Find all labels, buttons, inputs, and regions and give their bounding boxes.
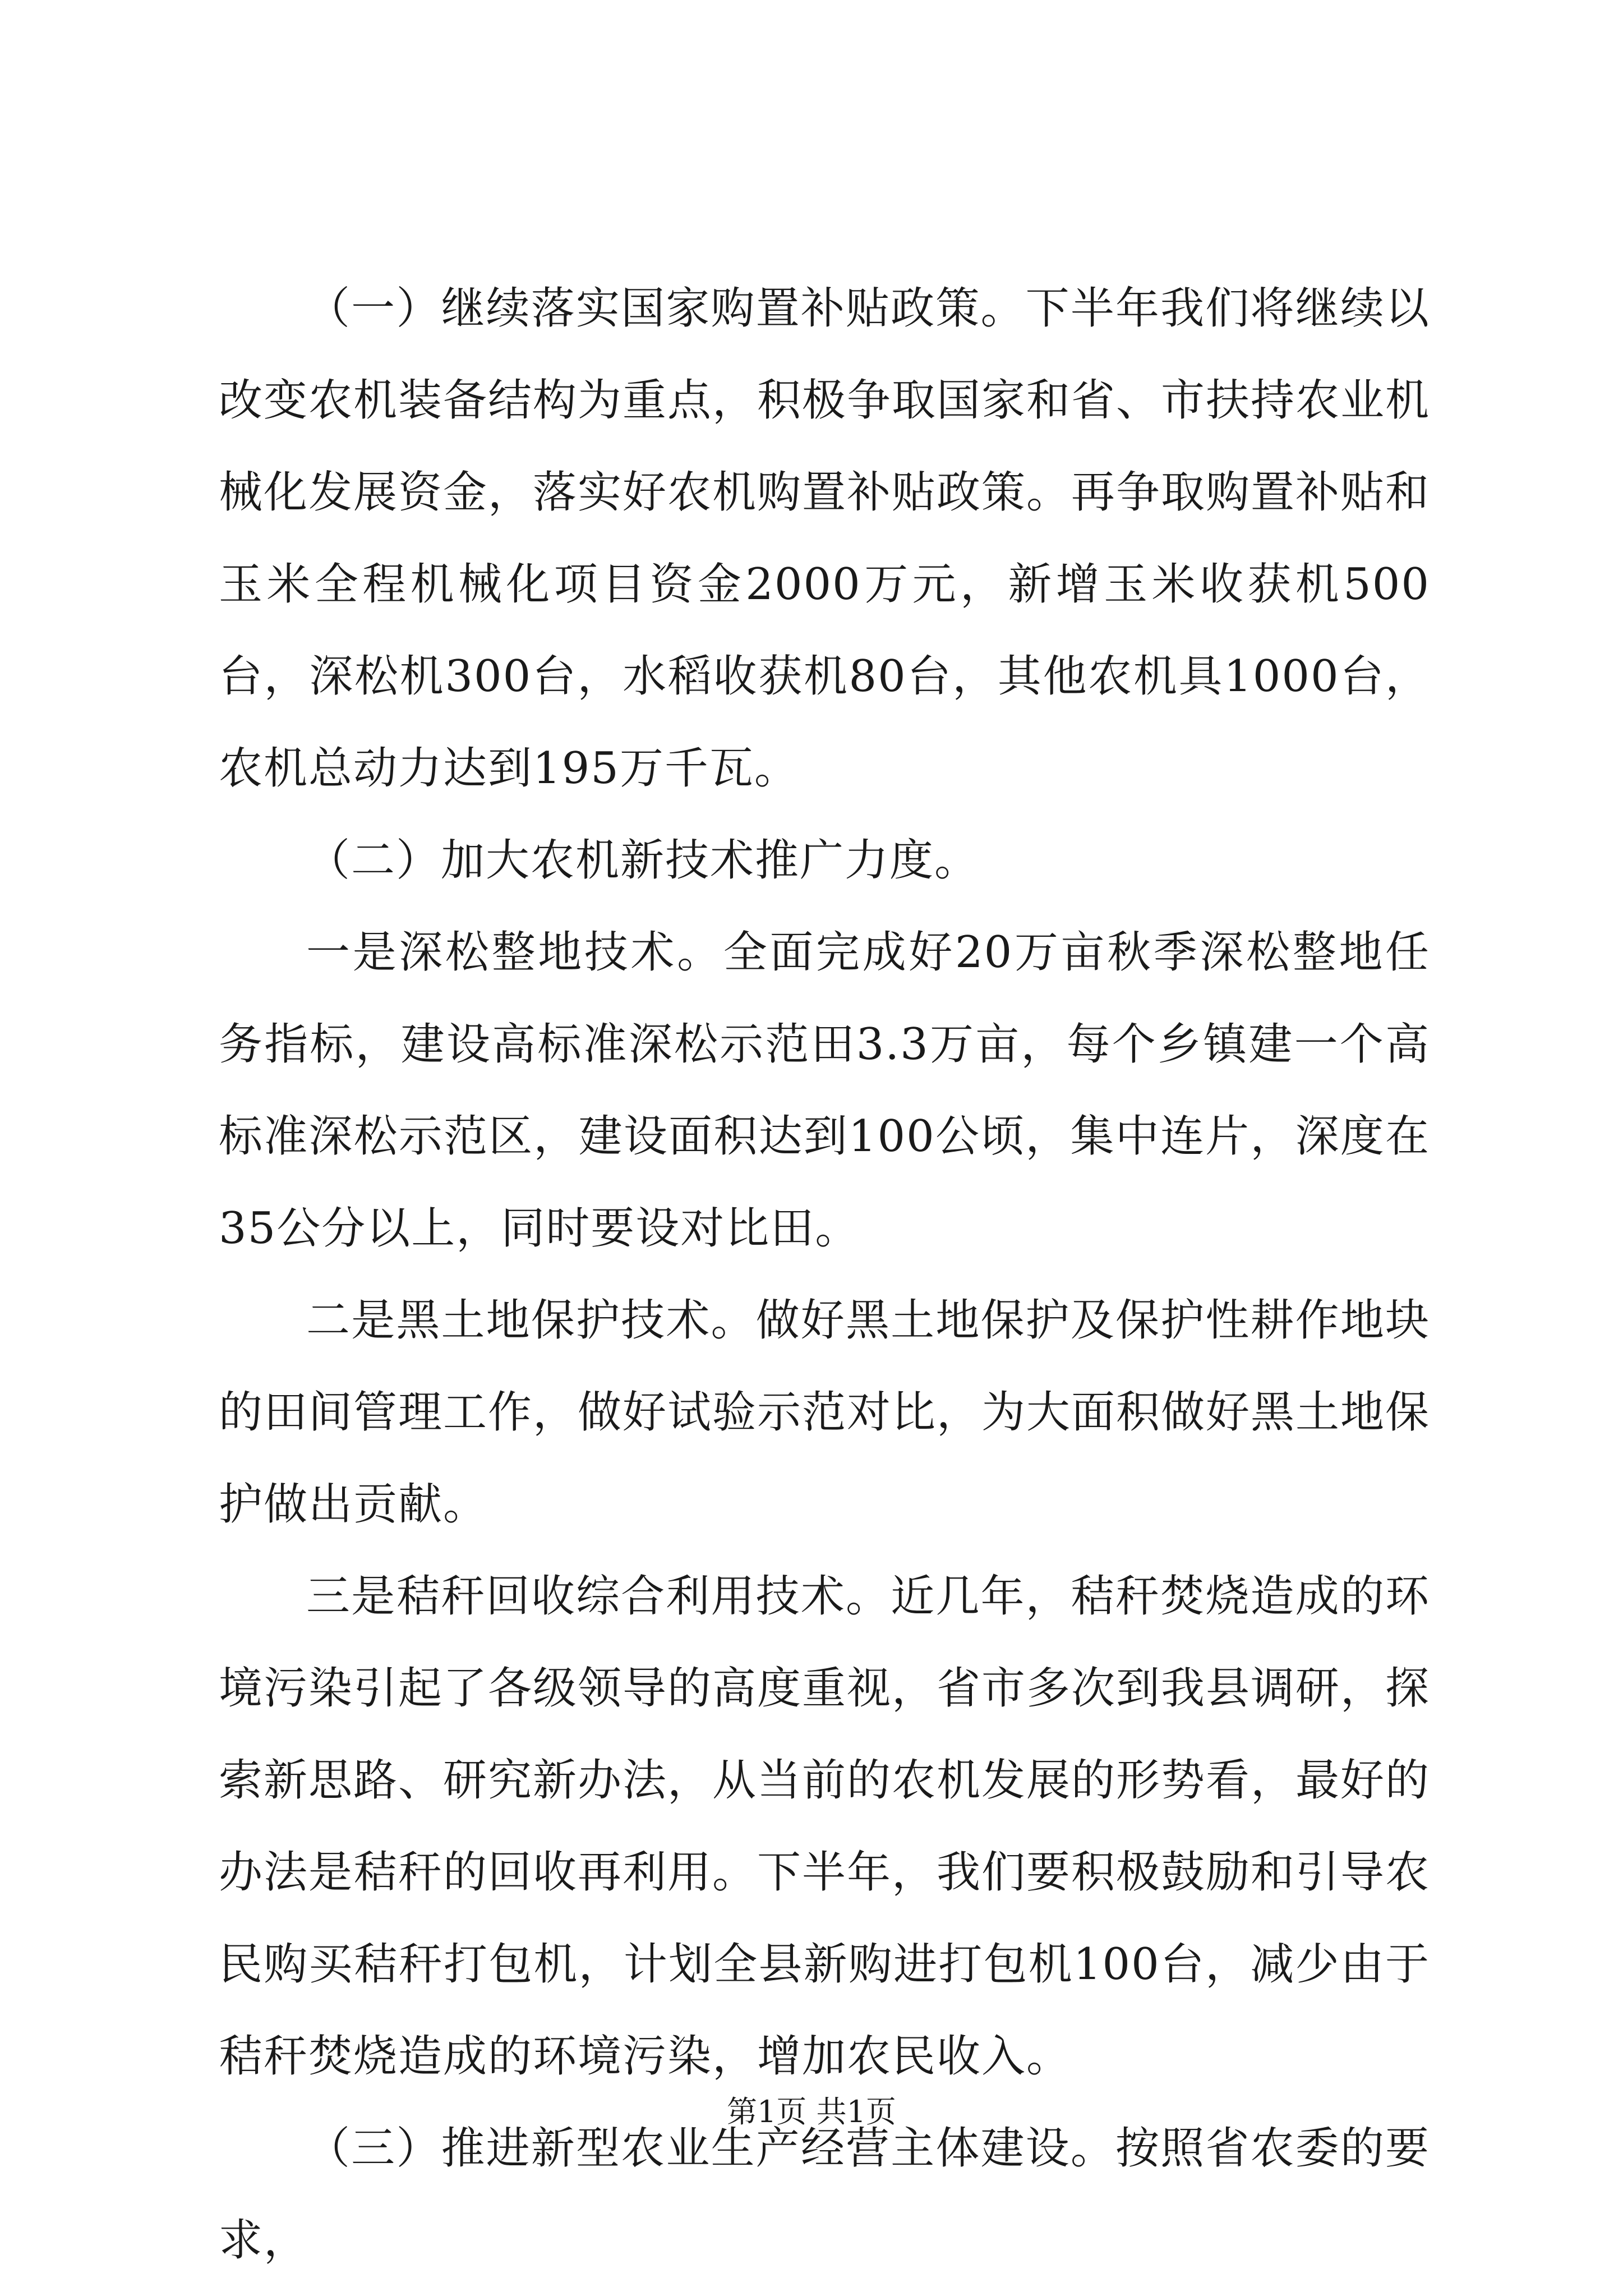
paragraph-3: 一是深松整地技术。全面完成好20万亩秋季深松整地任务指标，建设高标准深松示范田3.3万亩，每个乡镇建一个高标准深松示范区，建设面积达到100公顷，集中连片，深度在35公分以上，同时要设对比田。 [219,927,1430,1254]
page-footer: 第1页 共1页 [727,2094,896,2129]
document-body [219,263,1430,2286]
paragraph-6: （三）推进新型农业生产经营主体建设。按照省农委的要求， [219,2123,1430,2266]
paragraph-2: （二）加大农机新技术推广力度。 [306,835,980,886]
paragraph-5: 三是秸秆回收综合利用技术。近几年，秸秆焚烧造成的环境污染引起了各级领导的高度重视，省市多次到我县调研，探索新思路、研究新办法，从当前的农机发展的形势看，最好的办法是秸秆的回收再利用。下半年，我们要积极鼓励和引导农民购买秸秆打包机，计划全县新购进打包机100台，减少由于秸秆焚烧造成的环境污染，增加农民收入。 [219,1571,1431,2082]
paragraph-1: （一）继续落实国家购置补贴政策。下半年我们将继续以改变农机装备结构为重点，积极争取国家和省、市扶持农业机械化发展资金，落实好农机购置补贴政策。再争取购置补贴和玉米全程机械化项目资金2000万元，新增玉米收获机500台，深松机300台，水稻收获机80台，其他农机具1000台，农机总动力达到195万千瓦。 [219,283,1431,794]
paragraph-4: 二是黑土地保护技术。做好黑土地保护及保护性耕作地块的田间管理工作，做好试验示范对比，为大面积做好黑土地保护做出贡献。 [219,1295,1431,1530]
